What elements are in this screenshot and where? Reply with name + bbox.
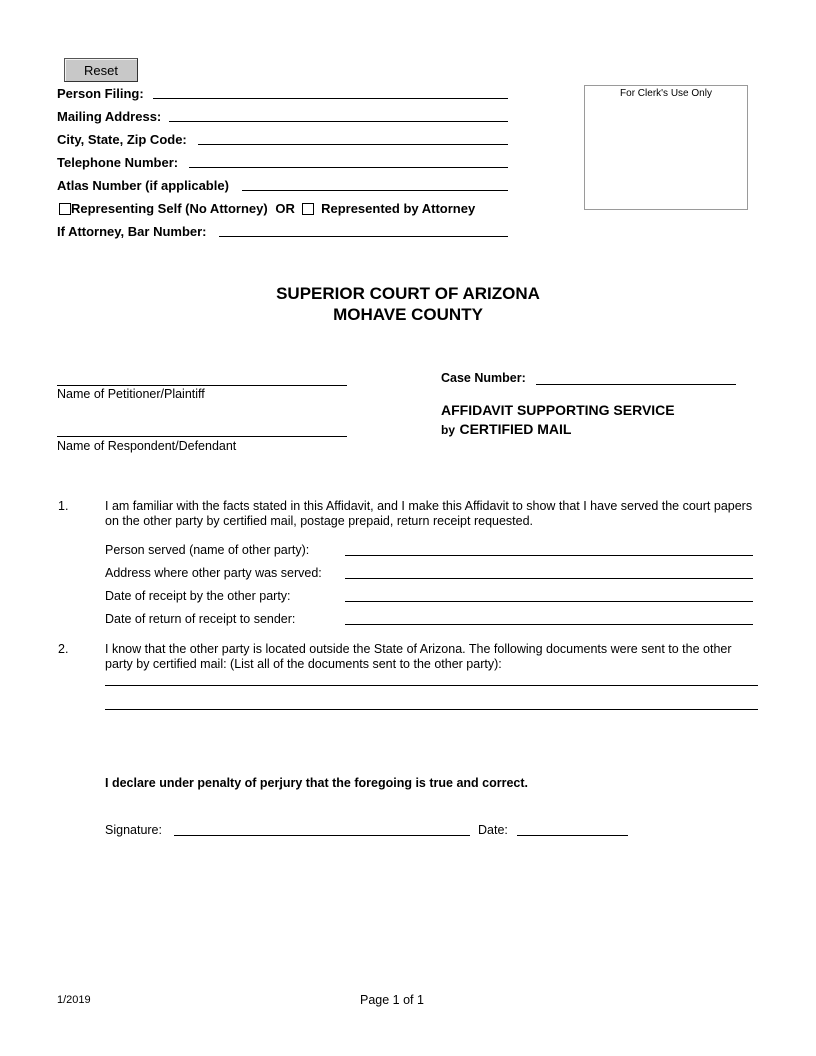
court-name: SUPERIOR COURT OF ARIZONA [276, 284, 540, 303]
petitioner-input[interactable] [57, 385, 347, 386]
represented-attorney-checkbox[interactable] [302, 203, 314, 215]
revision-date: 1/2019 [57, 994, 91, 1006]
telephone-label: Telephone Number: [57, 155, 179, 170]
person-filing-label: Person Filing: [57, 86, 144, 101]
item2-text: I know that the other party is located outside the State of Arizona. The following documents were sent to the other party by certified mail: (List all of the documents sent to the other party): [105, 642, 732, 671]
respondent-label: Name of Respondent/Defendant [57, 439, 237, 453]
item1-number: 1. [58, 499, 69, 513]
clerk-use-box [584, 85, 748, 210]
date-receipt-input[interactable] [345, 601, 753, 602]
county-name: MOHAVE COUNTY [333, 305, 483, 324]
bar-number-input[interactable] [219, 236, 508, 237]
clerk-use-label: For Clerk's Use Only [620, 88, 712, 99]
date-label: Date: [478, 823, 508, 837]
person-filing-input[interactable] [153, 98, 508, 99]
page-number: Page 1 of 1 [360, 993, 424, 1007]
petitioner-label: Name of Petitioner/Plaintiff [57, 387, 205, 401]
city-state-zip-label: City, State, Zip Code: [57, 132, 187, 147]
address-served-input[interactable] [345, 578, 753, 579]
bar-number-label: If Attorney, Bar Number: [57, 224, 207, 239]
telephone-input[interactable] [189, 167, 508, 168]
date-input[interactable] [517, 835, 628, 836]
signature-input[interactable] [174, 835, 470, 836]
address-served-label: Address where other party was served: [105, 566, 322, 580]
case-number-input[interactable] [536, 384, 736, 385]
city-state-zip-input[interactable] [198, 144, 508, 145]
respondent-input[interactable] [57, 436, 347, 437]
person-served-input[interactable] [345, 555, 753, 556]
date-receipt-label: Date of receipt by the other party: [105, 589, 291, 603]
certified-mail-label: CERTIFIED MAIL [459, 421, 572, 437]
atlas-number-input[interactable] [242, 190, 508, 191]
date-return-label: Date of return of receipt to sender: [105, 612, 296, 626]
date-return-input[interactable] [345, 624, 753, 625]
item1-text: I am familiar with the facts stated in this Affidavit, and I make this Affidavit to show that I have served the court papers on the other party by certified mail, postage prepaid, return receipt requested. [105, 499, 753, 528]
or-label: OR [275, 201, 295, 216]
representing-self-checkbox[interactable] [59, 203, 71, 215]
mailing-address-input[interactable] [169, 121, 508, 122]
case-number-label: Case Number: [441, 371, 526, 385]
signature-label: Signature: [105, 823, 162, 837]
mailing-address-label: Mailing Address: [57, 109, 162, 124]
representation-row [59, 201, 475, 217]
declaration-text: I declare under penalty of perjury that the foregoing is true and correct. [105, 776, 528, 790]
represented-attorney-label: Represented by Attorney [321, 201, 476, 216]
person-served-label: Person served (name of other party): [105, 543, 310, 557]
documents-line-1[interactable] [105, 685, 758, 686]
affidavit-subtitle [441, 421, 571, 439]
documents-line-2[interactable] [105, 709, 758, 710]
representing-self-label: Representing Self (No Attorney) [71, 201, 268, 216]
affidavit-title: AFFIDAVIT SUPPORTING SERVICE [441, 402, 675, 418]
reset-button[interactable]: Reset [64, 58, 138, 82]
by-label: by [441, 423, 456, 437]
item2-number: 2. [58, 642, 69, 656]
atlas-number-label: Atlas Number (if applicable) [57, 178, 229, 193]
